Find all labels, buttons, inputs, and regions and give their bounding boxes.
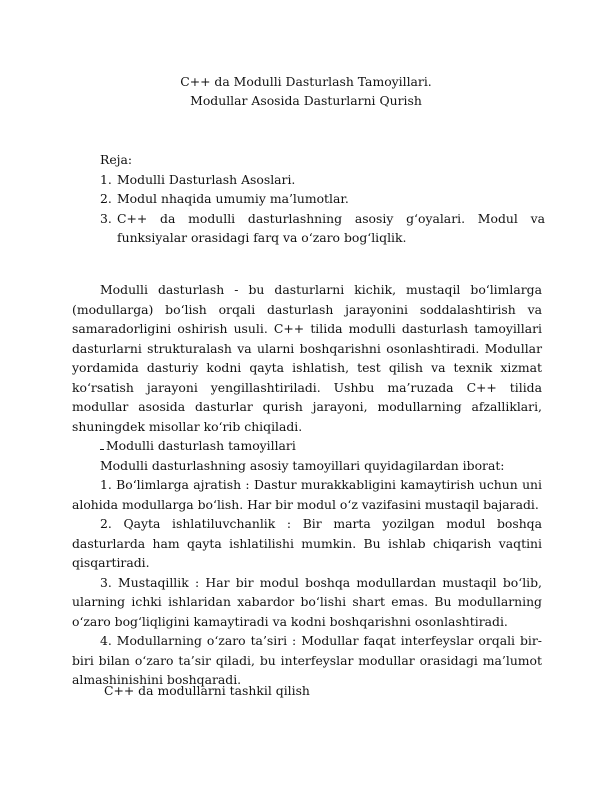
plan-item-text: Modul nhaqida umumiy ma’lumotlar. <box>117 191 349 206</box>
plan-item-text: Modulli Dasturlash Asoslari. <box>117 171 296 187</box>
plan-heading: Reja: <box>100 152 133 167</box>
title-line-2: Modullar Asosida Dasturlarni Qurish <box>190 93 422 108</box>
subheading-line <box>72 436 542 456</box>
principle-paragraph: 2. Qayta ishlatiluvchanlik : Bir marta yozilgan modul boshqa dasturlarda ham qayta ishlatilishi mumkin. Bu ishlab chiqarish vaqtini qisqartiradi. <box>72 516 542 570</box>
plan-item <box>100 209 545 248</box>
plan-item <box>100 189 545 209</box>
subheading: Modulli dasturlash tamoyillari <box>106 438 296 453</box>
plan-item <box>100 170 545 190</box>
principles-intro: Modulli dasturlashning asosiy tamoyillari quyidagilardan iborat: <box>100 457 505 473</box>
principle-paragraph: 3. Mustaqillik : Har bir modul boshqa modullardan mustaqil bo‘lib, ularning ichki ishlaridan xabardor bo‘lishi shart emas. Bu modullarning o‘zaro bog‘liqligini kamaytiradi va kodni boshqarishni osonlashtiradi. <box>72 574 542 629</box>
plan-item-text: C++ da modulli dasturlashning asosiy g‘oyalari. Modul va funksiyalar orasidagi farq va o‘zaro bog‘liqlik. <box>117 210 545 245</box>
plan-item-number: 3. <box>100 210 112 226</box>
document-title <box>0 72 612 110</box>
principle-paragraph: 4. Modullarning o‘zaro ta’siri : Modullar faqat interfeyslar orqali bir-biri bilan o‘zaro ta’sir qiladi, bu interfeyslar modullar orasidagi ma’lumot almashinishini boshqaradi. <box>72 633 542 687</box>
section-heading: C++ da modullarni tashkil qilish <box>104 683 310 698</box>
document-body <box>72 280 542 690</box>
title-line-1: C++ da Modulli Dasturlash Tamoyillari. <box>180 74 432 89</box>
plan-item-number: 2. <box>100 191 112 206</box>
plan-section <box>100 150 545 248</box>
bullet-tick <box>100 449 104 450</box>
principle-paragraph: 1. Bo‘limlarga ajratish : Dastur murakkabligini kamaytirish uchun uni alohida modullarga bo‘lish. Har bir modul o‘z vazifasini mustaqil bajaradi. <box>72 477 542 512</box>
plan-list <box>100 170 545 248</box>
plan-item-number: 1. <box>100 171 112 187</box>
intro-paragraph: Modulli dasturlash - bu dasturlarni kichik, mustaqil bo‘limlarga (modullarga) bo‘lish orqali dasturlash jarayonini soddalashtirish va samaradorligini oshirish usuli. C++ tilida modulli dasturlash tamoyillari dasturlarni strukturalash va ularni boshqarishni osonlashtiradi. Modullar yordamida dasturiy kodni qayta ishlatish, test qilish va texnik xizmat ko‘rsatish jarayoni yengillashtiriladi. Ushbu ma’ruzada C++ tilida modullar asosida dasturlar qurish jarayoni, modullarning afzalliklari, shuningdek misollar ko‘rib chiqiladi. <box>72 282 542 434</box>
